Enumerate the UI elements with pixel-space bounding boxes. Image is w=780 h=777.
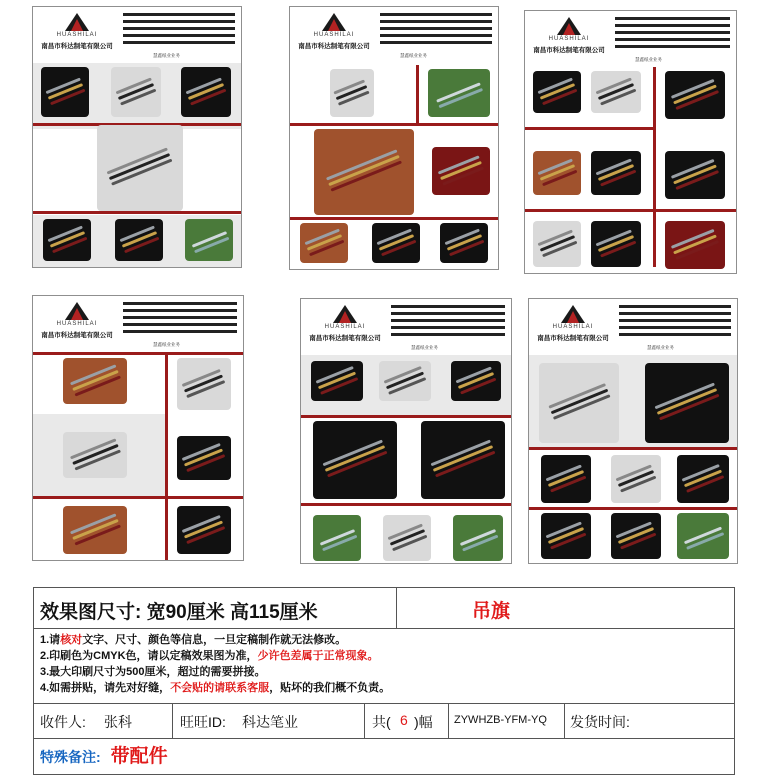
placeholder-text-lines — [380, 13, 492, 48]
company-name: 南昌市科达制笔有限公司 — [298, 43, 370, 50]
placeholder-text-lines — [123, 302, 237, 337]
product-photo — [428, 69, 490, 117]
company-name: 南昌市科达制笔有限公司 — [533, 47, 605, 54]
product-photo — [665, 71, 725, 119]
brand-name: HUASHILAI — [56, 32, 98, 38]
placeholder-text-lines — [123, 13, 235, 48]
product-photo — [313, 421, 397, 499]
banner-header — [33, 296, 243, 350]
company-name: 南昌市科达制笔有限公司 — [41, 332, 113, 339]
company-logo — [304, 305, 386, 342]
note-text: 4.如需拼贴，请先对好缝， — [40, 682, 171, 694]
product-type: 吊旗 — [472, 601, 511, 622]
company-logo — [293, 13, 375, 50]
brand-name: HUASHILAI — [548, 36, 590, 42]
brand-name: HUASHILAI — [324, 324, 366, 330]
tagline: 慧鑫纸业业务 — [400, 53, 427, 58]
product-photo — [115, 219, 163, 261]
company-logo — [528, 17, 610, 54]
order-info-table — [33, 587, 735, 775]
logo-mark-icon — [322, 13, 346, 31]
product-photo — [185, 219, 233, 261]
tagline: 慧鑫纸业业务 — [647, 345, 674, 350]
note-text: ，贴坏的我们概不负责。 — [269, 682, 391, 694]
special-remarks — [40, 741, 168, 768]
product-photo — [451, 361, 501, 401]
product-photo — [63, 506, 127, 554]
product-photo — [453, 515, 503, 561]
product-photo — [41, 67, 89, 117]
product-photo — [330, 69, 374, 117]
product-photo — [665, 151, 725, 199]
count-prefix: 共( — [372, 714, 391, 730]
banner-4 — [32, 295, 244, 561]
product-photo — [379, 361, 431, 401]
product-photo — [383, 515, 431, 561]
product-photo — [533, 151, 581, 195]
banner-header — [529, 299, 737, 353]
notes-list — [40, 632, 390, 696]
placeholder-text-lines — [391, 305, 505, 340]
special-value: 带配件 — [110, 746, 168, 767]
banner-header — [301, 299, 511, 353]
company-name: 南昌市科达制笔有限公司 — [41, 43, 113, 50]
note-text: 3.最大印刷尺寸为500厘米，超过的需要拼接。 — [40, 666, 266, 678]
product-photo — [181, 67, 231, 117]
note-highlight: 核对 — [60, 634, 83, 646]
product-photo — [645, 363, 729, 443]
brand-name: HUASHILAI — [552, 324, 594, 330]
product-photo — [533, 71, 581, 113]
shipping-row — [34, 703, 734, 739]
size-text: 效果图尺寸: 宽90厘米 高115厘米 — [40, 602, 318, 623]
banner-6 — [528, 298, 738, 564]
banner-count: 6 — [400, 712, 408, 728]
product-photo — [665, 221, 725, 269]
banner-header — [525, 11, 736, 65]
company-name: 南昌市科达制笔有限公司 — [309, 335, 381, 342]
ship-time-label: 发货时间: — [570, 714, 630, 730]
product-photo — [541, 455, 591, 503]
banner-header — [290, 7, 498, 61]
brand-name: HUASHILAI — [56, 321, 98, 327]
note-line — [40, 664, 390, 680]
size-row — [34, 588, 734, 629]
product-photo — [533, 221, 581, 267]
product-photo — [63, 432, 127, 478]
product-photo — [300, 223, 348, 263]
product-photo — [177, 506, 231, 554]
count-suffix: )幅 — [414, 714, 433, 730]
company-logo — [532, 305, 614, 342]
product-photo — [611, 513, 661, 559]
product-photo — [372, 223, 420, 263]
product-photo — [314, 129, 414, 215]
banner-1 — [32, 6, 242, 268]
product-photo — [677, 455, 729, 503]
note-highlight: 少许色差属于正常现象。 — [257, 650, 379, 662]
product-photo — [677, 513, 729, 559]
product-photo — [591, 71, 641, 113]
product-photo — [421, 421, 505, 499]
note-text: 2.印刷色为CMYK色，请以定稿效果图为准， — [40, 650, 258, 662]
product-photo — [311, 361, 363, 401]
logo-mark-icon — [65, 302, 89, 320]
product-photo — [440, 223, 488, 263]
recipient-label: 收件人: — [40, 714, 86, 730]
product-photo — [591, 221, 641, 267]
brand-name: HUASHILAI — [313, 32, 355, 38]
logo-mark-icon — [333, 305, 357, 323]
note-highlight: 不会贴的请联系客服 — [170, 682, 270, 694]
product-photo — [313, 515, 361, 561]
logo-mark-icon — [557, 17, 581, 35]
product-photo — [43, 219, 91, 261]
product-photo — [541, 513, 591, 559]
logo-mark-icon — [561, 305, 585, 323]
note-line — [40, 632, 390, 648]
company-logo — [36, 13, 118, 50]
banner-5 — [300, 298, 512, 564]
product-photo — [63, 358, 127, 404]
tagline: 慧鑫纸业业务 — [411, 345, 438, 350]
banner-3 — [524, 10, 737, 274]
placeholder-text-lines — [615, 17, 730, 52]
banner-header — [33, 7, 241, 61]
product-photo — [177, 436, 231, 480]
tagline: 慧鑫纸业业务 — [635, 57, 662, 62]
special-label: 特殊备注: — [40, 749, 101, 765]
note-line — [40, 648, 390, 664]
product-photo — [111, 67, 161, 117]
recipient-name: 张科 — [104, 714, 132, 730]
tagline: 慧鑫纸业业务 — [153, 342, 180, 347]
order-code: ZYWHZB-YFM-YQ — [454, 714, 547, 726]
note-line — [40, 680, 390, 696]
banner-2 — [289, 6, 499, 270]
product-photo — [611, 455, 661, 503]
placeholder-text-lines — [619, 305, 731, 340]
product-photo — [539, 363, 619, 443]
product-photo — [97, 125, 183, 211]
note-text: 文字、尺寸、颜色等信息，一旦定稿制作就无法修改。 — [82, 634, 347, 646]
product-photo — [591, 151, 641, 195]
wangwang-id: 科达笔业 — [242, 714, 298, 730]
company-name: 南昌市科达制笔有限公司 — [537, 335, 609, 342]
product-photo — [177, 358, 231, 410]
logo-mark-icon — [65, 13, 89, 31]
company-logo — [36, 302, 118, 339]
wangwang-label: 旺旺ID: — [180, 714, 226, 730]
tagline: 慧鑫纸业业务 — [153, 53, 180, 58]
note-text: 1.请 — [40, 634, 61, 646]
product-photo — [432, 147, 490, 195]
